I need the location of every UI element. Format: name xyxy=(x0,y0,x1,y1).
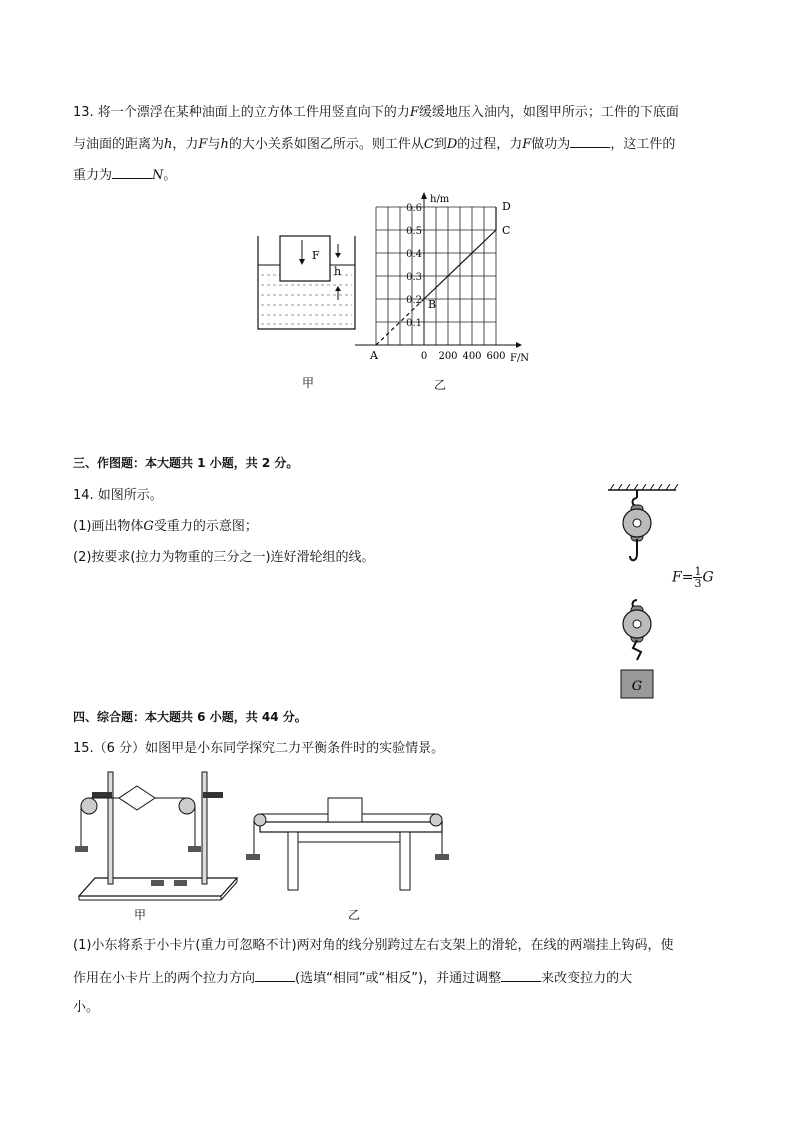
y-tick-label: 0.6 xyxy=(406,203,422,214)
fig-yi-label-15: 乙 xyxy=(348,908,361,922)
y-tick-label: 0.5 xyxy=(406,226,422,237)
x-tick-label: 600 xyxy=(486,351,506,362)
q15-part-1-line-3: 小。 xyxy=(73,1000,100,1015)
y-axis-arrow xyxy=(421,192,427,199)
x-axis-label: F/N xyxy=(510,353,530,364)
svg-text:h: h xyxy=(334,265,342,278)
card-apparatus-figure xyxy=(75,768,240,903)
answer-blank-gravity[interactable] xyxy=(112,164,152,179)
svg-text:F: F xyxy=(312,249,320,262)
point-label-b: B xyxy=(428,298,437,311)
answer-blank-direction[interactable] xyxy=(255,967,295,982)
answer-blank-work[interactable] xyxy=(570,133,610,148)
left-table-pulley xyxy=(254,814,266,826)
q15-intro: 15.（6 分）如图甲是小东同学探究二力平衡条件时的实验情景。 xyxy=(73,741,445,756)
x-tick-label: 200 xyxy=(438,351,458,362)
beaker-figure xyxy=(255,232,360,332)
formula-f-third-g: F= $\frac{1}{3}$ G xyxy=(672,565,714,590)
q14-title: 14. 如图所示。 xyxy=(73,488,163,503)
right-table-pulley xyxy=(430,814,442,826)
y-axis-label: h/m xyxy=(430,194,450,205)
answer-blank-adjust[interactable] xyxy=(501,967,541,982)
section-4-header: 四、综合题：本大题共 6 小题，共 44 分。 xyxy=(73,710,307,724)
pulley-system xyxy=(600,484,680,704)
y-tick-label: 0.3 xyxy=(406,272,422,283)
point-label-d: D xyxy=(502,200,511,213)
left-stand xyxy=(108,772,113,884)
x-axis-arrow xyxy=(516,342,522,348)
fig-jia-label-13: 甲 xyxy=(302,376,315,390)
q13-line-1: 13. 将一个漂浮在某种油面上的立方体工件用竖直向下的力F缓缓地压入油内，如图甲所示；工件的下底面 xyxy=(73,105,679,120)
left-pulley xyxy=(81,798,97,814)
x-tick-label: 0 xyxy=(420,351,428,362)
fig-yi-label-13: 乙 xyxy=(434,378,447,392)
q14-part-2: (2)按要求(拉力为物重的三分之一)连好滑轮组的线。 xyxy=(73,550,375,565)
point-label-c: C xyxy=(502,224,511,237)
block-on-table xyxy=(328,798,362,822)
q13-line-3: 重力为 N。 xyxy=(73,164,176,186)
y-tick-label: 0.2 xyxy=(406,295,422,306)
fig-jia-label-15: 甲 xyxy=(134,908,147,922)
q15-part-1-line-2: 作用在小卡片上的两个拉力方向 (选填“相同”或“相反”)，并通过调整 来改变拉力的大 xyxy=(73,967,632,989)
q15-part-1-line-1: (1)小东将系于小卡片(重力可忽略不计)两对角的线分别跨过左右支架上的滑轮，在线的两端挂上钩码，使 xyxy=(73,938,674,953)
small-card xyxy=(119,786,155,810)
h-F-chart xyxy=(350,190,540,365)
x-tick-label: 400 xyxy=(462,351,482,362)
svg-text:G: G xyxy=(631,679,643,694)
point-label-a: A xyxy=(370,349,378,362)
y-tick-label: 0.1 xyxy=(406,318,422,329)
y-tick-label: 0.4 xyxy=(406,249,422,260)
table-top xyxy=(260,822,442,832)
table-apparatus-figure xyxy=(240,792,460,902)
q13-line-2: 与油面的距离为h，力F与h的大小关系如图乙所示。则工件从C到D的过程，力F做功为 ，这工件的 xyxy=(73,133,675,155)
right-stand xyxy=(202,772,207,884)
q14-part-1: (1)画出物体G受重力的示意图； xyxy=(73,519,258,534)
movable-pulley xyxy=(623,600,651,660)
right-pulley xyxy=(179,798,195,814)
section-3-header: 三、作图题：本大题共 1 小题，共 2 分。 xyxy=(73,456,299,470)
fixed-pulley xyxy=(623,490,651,560)
cube-workpiece xyxy=(280,236,330,281)
